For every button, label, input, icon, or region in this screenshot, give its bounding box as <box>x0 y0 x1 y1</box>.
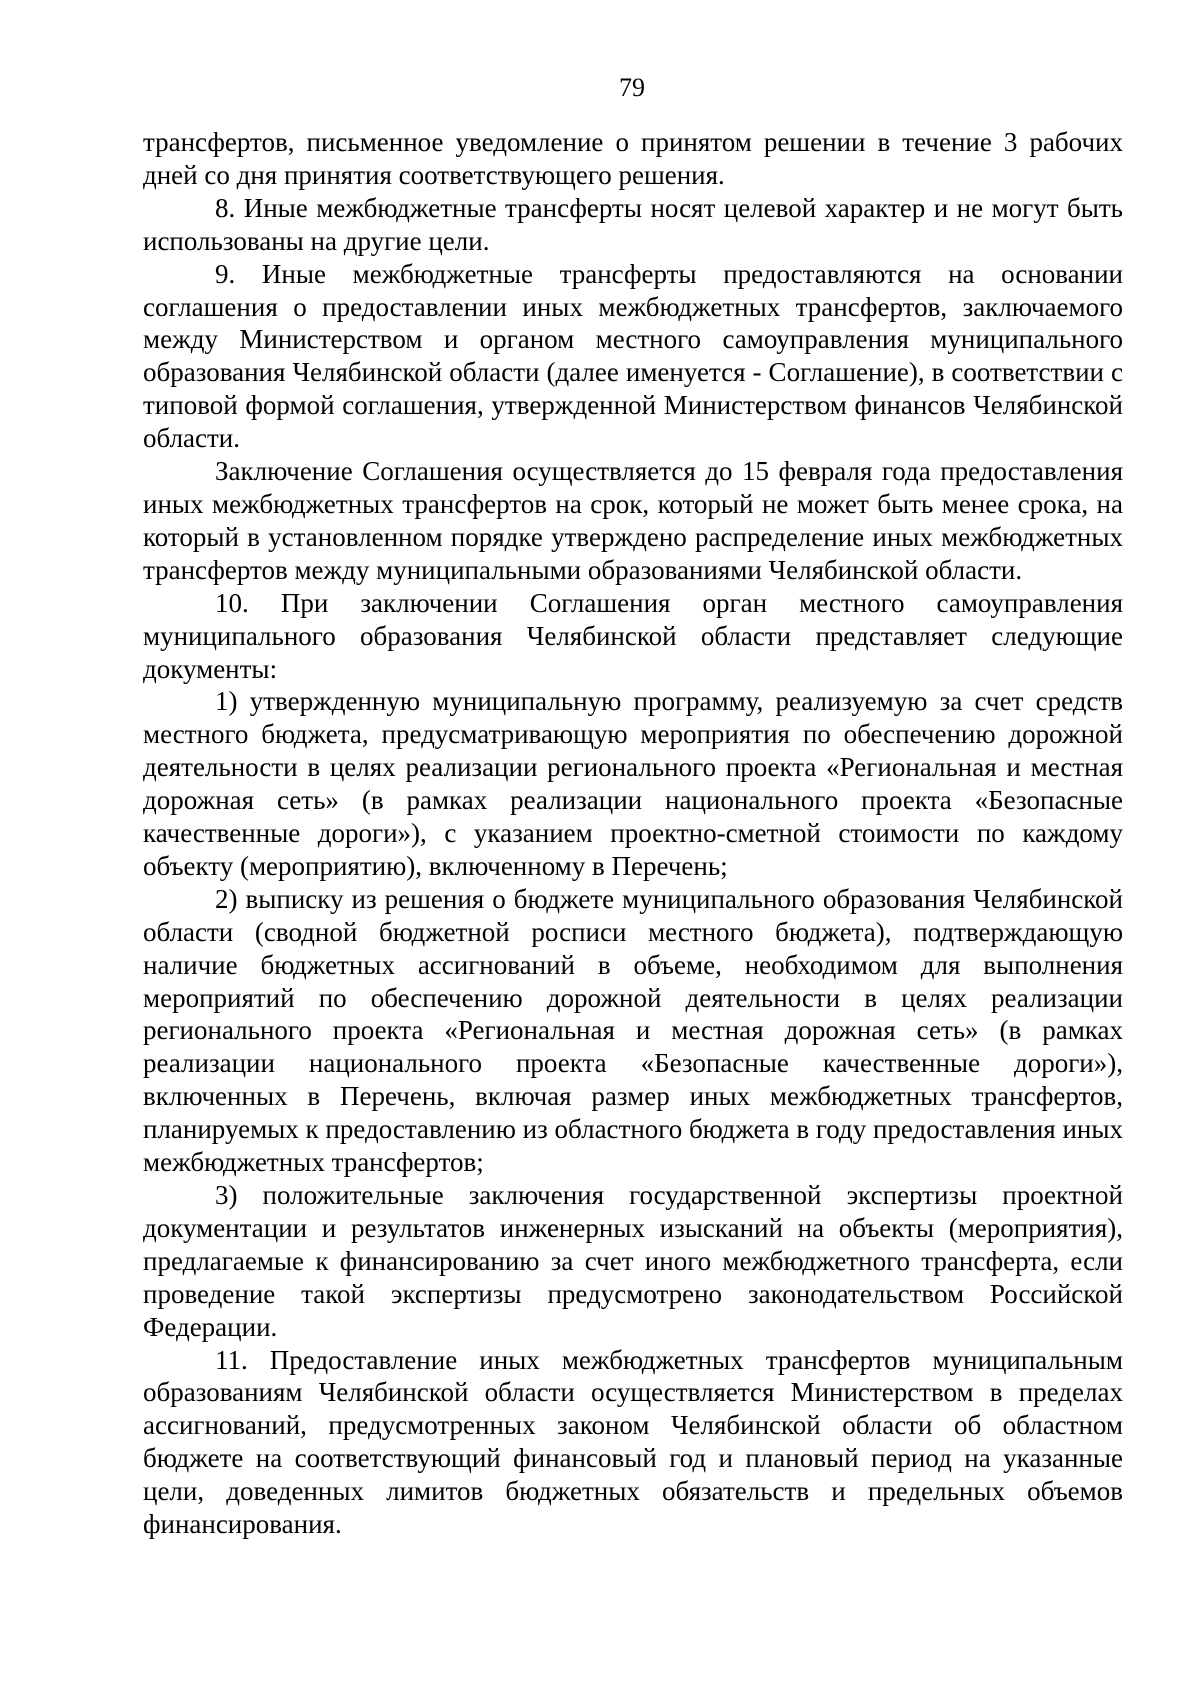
paragraph-item-10: 10. При заключении Соглашения орган местного самоуправления муниципального образования Челябинской области представляет следующие документы: <box>143 587 1123 684</box>
paragraph-item-8: 8. Иные межбюджетные трансферты носят целевой характер и не могут быть использованы на другие цели. <box>143 192 1123 256</box>
page-number: 79 <box>619 73 645 102</box>
paragraph-subitem-2: 2) выписку из решения о бюджете муниципального образования Челябинской области (сводной бюджетной росписи местного бюджета), подтверждающую наличие бюджетных ассигнований в объеме, необходимом для выполнения мероприятий по обеспечению дорожной деятельности в целях реализации регионального проекта «Региональная и местная дорожная сеть» (в рамках реализации национального проекта «Безопасные качественные дороги»), включенных в Перечень, включая размер иных межбюджетных трансфертов, планируемых к предоставлению из областного бюджета в году предоставления иных межбюджетных трансфертов; <box>143 883 1124 1178</box>
paragraph-continuation: трансфертов, письменное уведомление о принятом решении в течение 3 рабочих дней со дня принятия соответствующего решения. <box>143 127 1123 190</box>
paragraph-item-9: 9. Иные межбюджетные трансферты предоставляются на основании соглашения о предоставлении иных межбюджетных трансфертов, заключаемого между Министерством и органом местного самоуправления муниципального образования Челябинской области (далее именуется - Соглашение), в соответствии с типовой формой соглашения, утвержденной Министерством финансов Челябинской области. <box>143 258 1123 454</box>
paragraph-subitem-1: 1) утвержденную муниципальную программу, реализуемую за счет средств местного бюджета, предусматривающую мероприятия по обеспечению дорожной деятельности в целях реализации регионального проекта «Региональная и местная дорожная сеть» (в рамках реализации национального проекта «Безопасные качественные дороги»), с указанием проектно-сметной стоимости по каждому объекту (мероприятию), включенному в Перечень; <box>143 686 1123 881</box>
paragraph-item-11: 11. Предоставление иных межбюджетных трансфертов муниципальным образованиям Челябинской области осуществляется Министерством в пределах ассигнований, предусмотренных законом Челябинской области об областном бюджете на соответствующий финансовый год и плановый период на указанные цели, доведенных лимитов бюджетных обязательств и предельных объемов финансирования. <box>143 1344 1123 1540</box>
document-body <box>143 126 1123 1541</box>
paragraph-subitem-3: 3) положительные заключения государственной экспертизы проектной документации и результатов инженерных изысканий на объекты (мероприятия), предлагаемые к финансированию за счет иного межбюджетного трансферта, если проведение такой экспертизы предусмотрено законодательством Российской Федерации. <box>143 1180 1123 1342</box>
paragraph-agreement-conclusion: Заключение Соглашения осуществляется до 15 февраля года предоставления иных межбюджетных трансфертов на срок, который не может быть менее срока, на который в установленном порядке утверждено распределение иных межбюджетных трансфертов между муниципальными образованиями Челябинской области. <box>143 456 1123 585</box>
